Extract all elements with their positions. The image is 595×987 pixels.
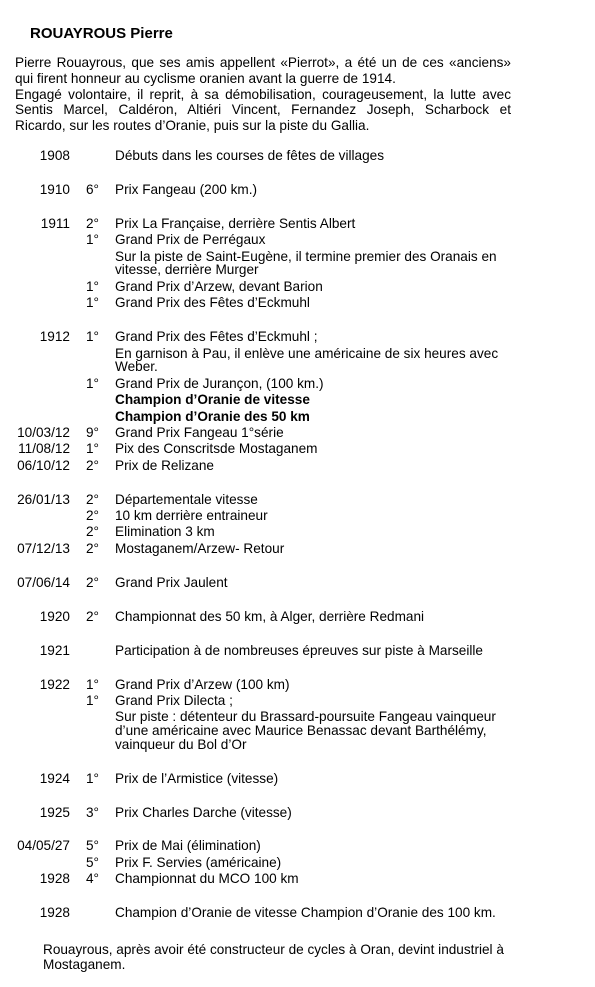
result-date: 1908 bbox=[39, 148, 70, 163]
result-rank: 2° bbox=[86, 508, 99, 524]
result-date: 1912 bbox=[39, 329, 70, 345]
result-rank: 2° bbox=[86, 524, 99, 540]
result-event: Champion d’Oranie de vitesse Champion d’Oranie des 100 km. bbox=[115, 905, 496, 921]
result-entry bbox=[0, 458, 595, 474]
result-event: Prix F. Servies (américaine) bbox=[115, 854, 282, 870]
result-entry bbox=[0, 609, 595, 625]
result-date: 1911 bbox=[40, 215, 70, 231]
result-event: Pix des Conscritsde Mostaganem bbox=[115, 441, 318, 457]
result-entry bbox=[0, 329, 595, 345]
result-event: Départementale vitesse bbox=[115, 491, 258, 507]
result-rank: 1° bbox=[86, 295, 99, 311]
result-rank: 2° bbox=[86, 491, 99, 507]
result-date: 1928 bbox=[39, 871, 70, 887]
result-event: Mostaganem/Arzew- Retour bbox=[115, 540, 285, 556]
result-entry bbox=[0, 441, 595, 457]
result-date: 11/08/12 bbox=[18, 441, 70, 457]
result-entry bbox=[0, 216, 595, 232]
result-date: 1928 bbox=[39, 905, 70, 921]
result-event: Grand Prix de Perrégaux bbox=[115, 232, 266, 248]
result-event: Grand Prix des Fêtes d’Eckmuhl bbox=[115, 295, 310, 311]
result-entry bbox=[0, 346, 595, 376]
result-event: Grand Prix des Fêtes d’Eckmuhl ; bbox=[115, 329, 318, 345]
result-entry bbox=[0, 643, 595, 659]
result-rank: 6° bbox=[86, 181, 99, 197]
result-rank: 1° bbox=[86, 375, 99, 391]
result-entry bbox=[0, 575, 595, 591]
result-entry bbox=[0, 508, 595, 524]
intro-paragraph: Pierre Rouayrous, que ses amis appellent «Pierrot», a été un de ces «anciens» qui firent honneur au cyclisme oranien avant la guerre de 1914. bbox=[15, 55, 511, 86]
result-note bbox=[115, 709, 515, 753]
result-note bbox=[115, 249, 515, 279]
result-event: Champion d’Oranie des 50 km bbox=[115, 408, 310, 424]
result-entry bbox=[0, 693, 595, 709]
result-entry bbox=[0, 677, 595, 693]
result-event: Elimination 3 km bbox=[115, 524, 215, 540]
result-rank: 4° bbox=[86, 871, 99, 887]
result-date: 1920 bbox=[39, 608, 70, 624]
result-entry bbox=[0, 541, 595, 557]
result-entry bbox=[0, 492, 595, 508]
result-rank: 9° bbox=[86, 424, 99, 440]
result-rank: 5° bbox=[86, 854, 99, 870]
result-date: 07/06/14 bbox=[17, 574, 70, 590]
result-event: Championnat des 50 km, à Alger, derrière Redmani bbox=[115, 608, 425, 624]
result-event: Prix de Mai (élimination) bbox=[115, 838, 261, 854]
result-entry bbox=[0, 425, 595, 441]
result-entry bbox=[0, 182, 595, 198]
result-note-text: En garnison à Pau, il enlève une américaine de six heures avec Weber. bbox=[115, 345, 499, 375]
result-event: Grand Prix d’Arzew, devant Barion bbox=[115, 278, 323, 294]
result-event: Prix Fangeau (200 km.) bbox=[115, 181, 258, 197]
result-entry bbox=[0, 392, 595, 408]
result-entry bbox=[0, 905, 595, 921]
result-entry bbox=[0, 771, 595, 787]
result-event: Grand Prix Jaulent bbox=[115, 574, 228, 590]
result-rank: 1° bbox=[86, 329, 99, 345]
result-date: 1924 bbox=[39, 770, 70, 786]
result-date: 1921 bbox=[39, 642, 70, 658]
result-entry bbox=[0, 524, 595, 540]
result-date: 06/10/12 bbox=[17, 457, 70, 473]
result-rank: 1° bbox=[86, 770, 99, 786]
result-entry bbox=[0, 709, 595, 753]
result-rank: 1° bbox=[86, 278, 99, 294]
result-rank: 5° bbox=[86, 838, 99, 854]
result-event: Grand Prix de Jurançon, (100 km.) bbox=[115, 375, 324, 391]
page-title: ROUAYROUS Pierre bbox=[30, 25, 173, 42]
result-note-text: Sur piste : détenteur du Brassard-poursuite Fangeau vainqueur d’une américaine avec Maurice Benassac devant Barthélémy, vainqueur du Bol d’Or bbox=[115, 709, 496, 752]
result-event: Participation à de nombreuses épreuves sur piste à Marseille bbox=[115, 642, 483, 658]
result-event: Prix de l’Armistice (vitesse) bbox=[115, 770, 279, 786]
result-date: 07/12/13 bbox=[17, 540, 70, 556]
intro-paragraph: Engagé volontaire, il reprit, à sa démobilisation, courageusement, la lutte avec Sentis Marcel, Caldéron, Altiéri Vincent, Fernandez Joseph, Scharbock et Ricardo, sur les routes d’Oranie, puis sur la piste du Gallia. bbox=[15, 86, 511, 134]
results-list bbox=[0, 148, 595, 922]
result-event: Prix Charles Darche (vitesse) bbox=[115, 804, 292, 820]
result-entry bbox=[0, 855, 595, 871]
result-entry bbox=[0, 871, 595, 887]
result-event: 10 km derrière entraineur bbox=[115, 508, 268, 524]
result-rank: 1° bbox=[86, 441, 99, 457]
result-date: 1922 bbox=[39, 676, 70, 692]
intro-text bbox=[15, 55, 511, 134]
result-rank: 1° bbox=[86, 676, 99, 692]
result-event: Grand Prix Fangeau 1°série bbox=[115, 424, 284, 440]
result-entry bbox=[0, 838, 595, 854]
result-rank: 3° bbox=[86, 804, 99, 820]
result-rank: 1° bbox=[86, 692, 99, 708]
result-entry bbox=[0, 409, 595, 425]
result-event: Champion d’Oranie de vitesse bbox=[115, 392, 310, 408]
result-event: Grand Prix Dilecta ; bbox=[115, 692, 233, 708]
result-note-text: Sur la piste de Saint-Eugène, il termine premier des Oranais en vitesse, derrière Murger bbox=[115, 248, 497, 278]
result-event: Prix de Relizane bbox=[115, 457, 214, 473]
result-rank: 2° bbox=[86, 215, 99, 231]
result-rank: 1° bbox=[86, 232, 99, 248]
result-entry bbox=[0, 249, 595, 279]
result-entry bbox=[0, 376, 595, 392]
result-date: 10/03/12 bbox=[17, 424, 70, 440]
result-entry bbox=[0, 805, 595, 821]
result-event: Débuts dans les courses de fêtes de villages bbox=[115, 148, 385, 163]
result-entry bbox=[0, 232, 595, 248]
result-rank: 2° bbox=[86, 457, 99, 473]
result-entry bbox=[0, 295, 595, 311]
result-event: Grand Prix d’Arzew (100 km) bbox=[115, 676, 290, 692]
result-date: 04/05/27 bbox=[17, 838, 70, 854]
result-date: 1910 bbox=[39, 181, 70, 197]
result-entry bbox=[0, 279, 595, 295]
result-date: 26/01/13 bbox=[17, 491, 70, 507]
closing-text: Rouayrous, après avoir été constructeur de cycles à Oran, devint industriel à Mostaganem. bbox=[43, 942, 504, 972]
result-date: 1925 bbox=[39, 804, 70, 820]
result-rank: 2° bbox=[86, 608, 99, 624]
result-note bbox=[115, 346, 515, 376]
result-entry bbox=[0, 148, 595, 164]
result-event: Prix La Française, derrière Sentis Albert bbox=[115, 215, 356, 231]
result-rank: 2° bbox=[86, 574, 99, 590]
result-event: Championnat du MCO 100 km bbox=[115, 871, 299, 887]
result-rank: 2° bbox=[86, 540, 99, 556]
